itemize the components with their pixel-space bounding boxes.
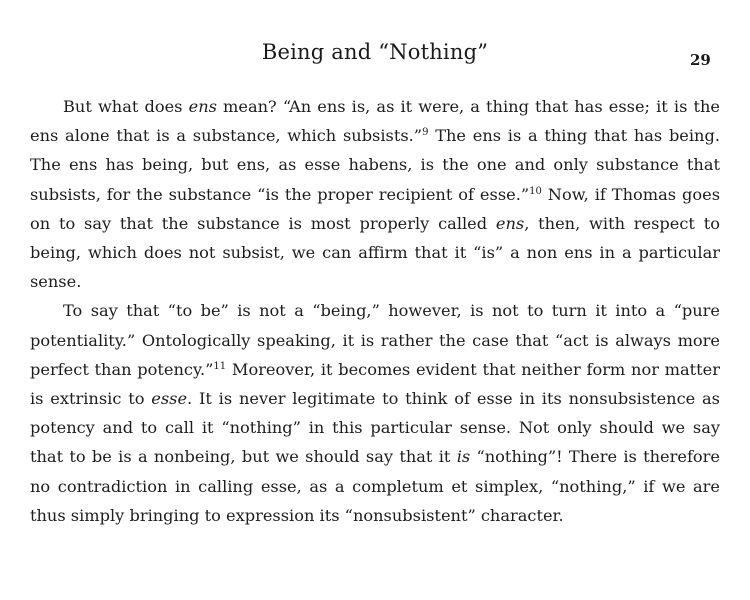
- footnote-ref-11: 11: [213, 360, 227, 372]
- italic-term: esse: [151, 389, 188, 409]
- text-run: , then, with respect to being, which does not subsist, we can affirm that it “is” a non ens in a particular sense.: [30, 213, 720, 292]
- text-run: . It is never legitimate to think of esse in its nonsubsistence as potency and to call it “nothing” in this particular sense. Not only should we say that to be is a nonbeing, but we should say that it: [30, 389, 720, 467]
- italic-term: is: [456, 447, 471, 467]
- text-run: Now, if Thomas goes on to say that the substance is most properly called: [30, 184, 721, 233]
- text-run: mean? “An ens is, as it were, a thing that has esse; it is the ens alone that is a substance, which subsists.”: [30, 97, 720, 146]
- body-text: [30, 92, 720, 530]
- italic-term: ens: [188, 97, 217, 116]
- text-run: “nothing”! There is therefore no contradiction in calling esse, as a completum et simplex, “nothing,” if we are thus simply bringing to expression its “nonsubsistent” character.: [30, 447, 720, 525]
- italic-term: ens: [495, 213, 525, 233]
- paragraph-2: [30, 296, 720, 530]
- page-number: 29: [690, 51, 711, 69]
- text-run: To say that “to be” is not a “being,” however, is not to turn it into a “pure potentiality.” Ontologically speaking, it is rather the case that “act is always more perfect than potency.”: [30, 301, 720, 379]
- paragraph-1: [30, 92, 720, 296]
- footnote-ref-10: 10: [529, 185, 542, 197]
- text-run: But what does: [63, 97, 189, 116]
- text-run: Moreover, it becomes evident that neither form nor matter is extrinsic to: [30, 359, 720, 409]
- footnote-ref-9: 9: [422, 127, 429, 139]
- text-run: The ens is a thing that has being. The ens has being, but ens, as esse habens, is the one and only substance that subsists, for the substance “is the proper recipient of esse.”: [30, 126, 720, 204]
- running-head-title: Being and “Nothing”: [261, 40, 489, 64]
